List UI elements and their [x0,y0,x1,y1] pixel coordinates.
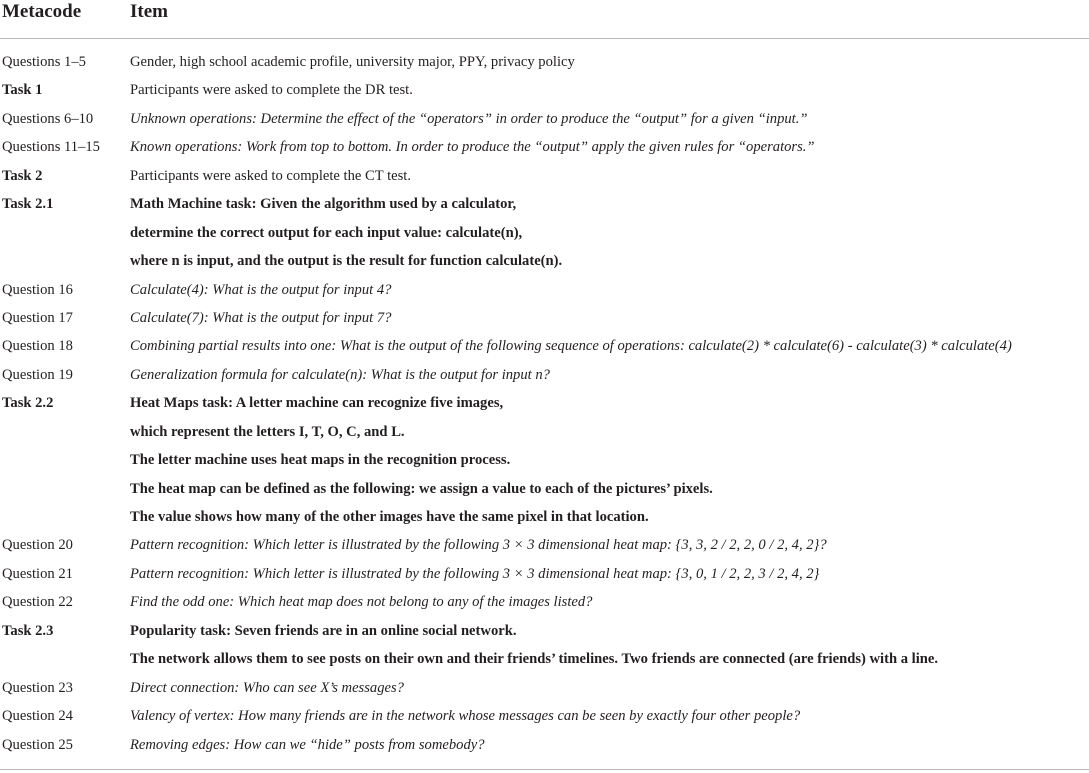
table-row [0,162,1089,190]
metacode-cell: Question 25 [2,736,73,753]
item-cell: Heat Maps task: A letter machine can recognize five images, [130,395,504,412]
item-cell: Calculate(7): What is the output for input 7? [130,309,392,326]
item-cell: Gender, high school academic profile, university major, PPY, privacy policy [130,54,575,70]
table-row [0,219,1089,247]
metacode-cell: Questions 1–5 [2,54,86,70]
item-cell: The value shows how many of the other images have the same pixel in that location. [130,509,649,525]
item-cell: Combining partial results into one: What is the output of the following sequence of operations: calculate(2) * calculate(6) - calculate(3) * calculate(4) [130,338,1012,355]
bottom-rule [0,769,1089,770]
table-row [0,645,1089,673]
metacode-cell: Task 1 [2,82,43,99]
item-cell: Generalization formula for calculate(n): What is the output for input n? [130,366,550,383]
table-row [0,531,1089,559]
table-row [0,48,1089,76]
table-row [0,190,1089,218]
table-row [0,418,1089,446]
table-row [0,76,1089,104]
header-item: Item [130,1,168,22]
metacode-cell: Question 23 [2,679,73,696]
table-row [0,674,1089,702]
table-row [0,389,1089,417]
item-cell: Calculate(4): What is the output for input 4? [130,281,392,298]
table-row [0,560,1089,588]
table-row [0,617,1089,645]
table-row [0,133,1089,161]
table-body [0,48,1089,759]
item-cell: The network allows them to see posts on their own and their friends’ timelines. Two friends are connected (are friends) with a line. [130,651,939,668]
table-row [0,503,1089,531]
item-cell: Known operations: Work from top to bottom. In order to produce the “output” apply the given rules for “operators.” [130,139,815,156]
table-row [0,588,1089,616]
table-row [0,702,1089,730]
table-header [0,0,1089,39]
item-cell: Removing edges: How can we “hide” posts from somebody? [130,736,485,753]
metacode-cell: Task 2 [2,167,43,184]
item-cell: Participants were asked to complete the CT test. [130,167,411,184]
metacode-cell: Question 22 [2,594,73,611]
table-row [0,361,1089,389]
item-cell: Unknown operations: Determine the effect of the “operators” in order to produce the “output” for a given “input.” [130,110,808,127]
metacode-cell: Question 21 [2,565,73,582]
item-cell: which represent the letters I, T, O, C, and L. [130,423,405,440]
metacode-cell: Task 2.1 [2,196,54,213]
table-row [0,475,1089,503]
metacode-cell: Questions 6–10 [2,110,94,127]
metacode-cell: Question 19 [2,366,73,383]
metacode-cell: Question 24 [2,708,73,725]
metacode-cell: Question 16 [2,281,73,298]
table-row [0,332,1089,360]
item-cell: The heat map can be defined as the following: we assign a value to each of the pictures’ pixels. [130,480,713,497]
item-cell: Popularity task: Seven friends are in an online social network. [130,622,517,639]
item-cell: Pattern recognition: Which letter is illustrated by the following 3 × 3 dimensional heat map: {3, 3, 2 / 2, 2, 0 / 2, 4, 2}? [130,537,827,554]
table-row [0,731,1089,759]
table-row [0,304,1089,332]
item-cell: Find the odd one: Which heat map does not belong to any of the images listed? [130,594,593,611]
metacode-cell: Task 2.2 [2,395,54,412]
metacode-cell: Question 20 [2,537,73,554]
table-row [0,247,1089,275]
item-cell: Direct connection: Who can see X’s messages? [130,679,404,696]
item-cell: The letter machine uses heat maps in the recognition process. [130,452,511,469]
table-row [0,105,1089,133]
metacode-cell: Questions 11–15 [2,139,100,156]
metacode-cell: Question 18 [2,338,73,355]
item-cell: Participants were asked to complete the DR test. [130,82,413,99]
table-row [0,276,1089,304]
metacode-cell: Question 17 [2,309,73,326]
item-cell: determine the correct output for each input value: calculate(n), [130,224,523,241]
metacode-cell: Task 2.3 [2,622,54,639]
item-cell: Pattern recognition: Which letter is illustrated by the following 3 × 3 dimensional heat map: {3, 0, 1 / 2, 2, 3 / 2, 4, 2} [130,565,820,582]
item-cell: where n is input, and the output is the result for function calculate(n). [130,253,563,270]
table-row [0,446,1089,474]
item-cell: Math Machine task: Given the algorithm used by a calculator, [130,196,517,213]
item-cell: Valency of vertex: How many friends are in the network whose messages can be seen by exactly four other people? [130,708,801,725]
header-metacode: Metacode [2,1,82,22]
